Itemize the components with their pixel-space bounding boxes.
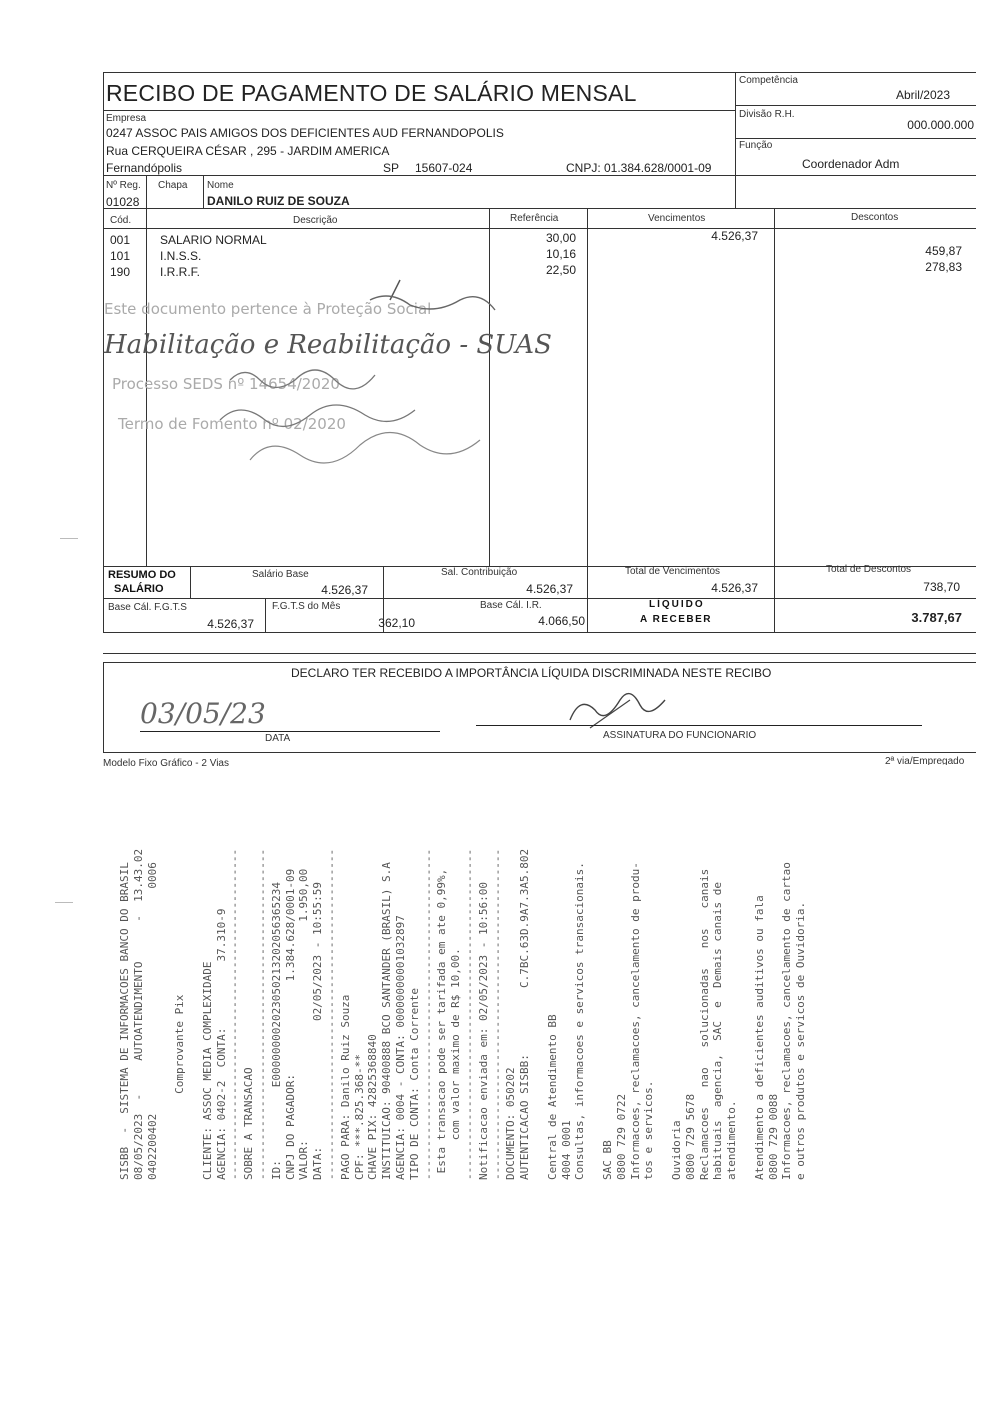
nreg-value: 01028 bbox=[106, 195, 140, 209]
bank-receipt-line: DOCUMENTO: 050202 bbox=[504, 1067, 518, 1180]
bank-receipt-line: 0800 729 0088 bbox=[766, 1093, 780, 1180]
col-ref: Referência bbox=[510, 213, 559, 224]
funcao-label: Função bbox=[739, 140, 773, 151]
stamp-line: Este documento pertence à Proteção Social bbox=[104, 300, 432, 318]
bank-receipt-line: 08/05/2023 - AUTOATENDIMENTO - 13.43.02 bbox=[131, 848, 145, 1180]
total-venc-value: 4.526,37 bbox=[711, 581, 758, 595]
stamp-line: Termo de Fomento nº 02/2020 bbox=[118, 415, 346, 433]
nome-label: Nome bbox=[207, 180, 234, 191]
bank-receipt-line: Ouvidoria bbox=[670, 1120, 683, 1180]
item-desconto: 459,87 bbox=[925, 244, 962, 258]
base-ir-value: 4.066,50 bbox=[538, 614, 585, 628]
uf: SP bbox=[383, 161, 400, 175]
fgts-mes-label: F.G.T.S do Mês bbox=[272, 601, 341, 612]
resumo-label-1: RESUMO DO bbox=[108, 569, 176, 581]
bank-receipt-line: INSTITUICAO: 90400888 BCO SANTANDER (BRASIL) S.A bbox=[380, 862, 394, 1180]
bank-receipt-line: -------------------------------------------------- bbox=[228, 848, 242, 1180]
item-ref: 30,00 bbox=[545, 231, 576, 245]
salario-base-value: 4.526,37 bbox=[321, 583, 368, 597]
declaration-text: DECLARO TER RECEBIDO A IMPORTÂNCIA LÍQUIDA DISCRIMINADA NESTE RECIBO bbox=[291, 666, 772, 680]
competencia-value: Abril/2023 bbox=[895, 88, 950, 102]
divisao-label: Divisão R.H. bbox=[739, 109, 795, 120]
item-cod: 101 bbox=[110, 249, 131, 263]
bank-receipt-line: AUTENTICACAO SISBB: C.7BC.63D.9A7.3A5.802 bbox=[518, 848, 532, 1180]
sal-contrib-value: 4.526,37 bbox=[526, 582, 573, 596]
receipt-title: RECIBO DE PAGAMENTO DE SALÁRIO MENSAL bbox=[106, 80, 637, 106]
base-fgts-value: 4.526,37 bbox=[207, 617, 254, 631]
fgts-mes-value: 362,10 bbox=[378, 616, 415, 630]
bank-receipt-line: Informacoes, reclamacoes, cancelamento de produ- bbox=[628, 862, 642, 1180]
scan-mark bbox=[60, 538, 78, 539]
resumo-label-2: SALÁRIO bbox=[114, 583, 164, 595]
empresa-name: 0247 ASSOC PAIS AMIGOS DOS DEFICIENTES AUD FERNANDOPOLIS bbox=[106, 126, 504, 140]
bank-receipt-line: -------------------------------------------------- bbox=[421, 848, 435, 1180]
bank-receipt-line: ID: E000000002023050213202056365234 bbox=[269, 881, 283, 1180]
bank-receipt-line: CHAVE PIX: 42825368840 bbox=[366, 1034, 380, 1180]
bank-receipt-line: -------------------------------------------------- bbox=[463, 848, 476, 1180]
handwriting-scribble bbox=[210, 270, 520, 480]
bank-receipt-line: AGENCIA: 0004 - CONTA: 00000000001032897 bbox=[394, 915, 407, 1180]
cidade: Fernandópolis bbox=[106, 161, 183, 175]
bank-receipt-line: -------------------------------------------------- bbox=[256, 848, 269, 1180]
item-desc: I.N.S.S. bbox=[160, 249, 202, 263]
bank-receipt-line: AGENCIA: 0402-2 CONTA: 37.310-9 bbox=[214, 908, 228, 1180]
bank-receipt-line: Reclamacoes nao solucionadas nos canais bbox=[697, 868, 711, 1180]
col-descontos: Descontos bbox=[851, 212, 899, 223]
bank-receipt-line: -------------------------------------------------- bbox=[325, 848, 338, 1180]
col-desc: Descrição bbox=[293, 215, 338, 226]
date-handwritten: 03/05/23 bbox=[140, 697, 266, 730]
base-fgts-label: Base Cál. F.G.T.S bbox=[108, 602, 187, 613]
liquido-label-1: LÍQUIDO bbox=[649, 599, 705, 610]
funcao-value: Coordenador Adm bbox=[802, 157, 900, 171]
divisao-value: 000.000.000 bbox=[907, 118, 974, 132]
bank-receipt-line: Comprovante Pix bbox=[173, 994, 187, 1180]
bank-receipt-line: 0402200402 0006 bbox=[145, 862, 159, 1180]
bank-receipt-line: Notificacao enviada em: 02/05/2023 - 10:56:00 bbox=[476, 881, 490, 1180]
total-venc-label: Total de Vencimentos bbox=[625, 566, 721, 577]
modelo-text: Modelo Fixo Gráfico - 2 Vias bbox=[103, 758, 229, 767]
bank-receipt-line: 4004 0001 bbox=[559, 1120, 573, 1180]
liquido-label-2: A RECEBER bbox=[640, 614, 713, 625]
item-desc: I.R.R.F. bbox=[160, 265, 201, 279]
nome-value: DANILO RUIZ DE SOUZA bbox=[207, 194, 350, 208]
empresa-label: Empresa bbox=[106, 113, 147, 124]
bank-receipt-line: Consultas, informacoes e servicos transacionais. bbox=[573, 862, 587, 1180]
bank-receipt-line: CLIENTE: ASSOC MEDIA COMPLEXIDADE bbox=[200, 961, 214, 1180]
empresa-address: Rua CERQUEIRA CÉSAR , 295 - JARDIM AMERICA bbox=[106, 144, 390, 158]
item-desc: SALARIO NORMAL bbox=[160, 233, 267, 247]
bank-receipt-line: Esta transacao pode ser tarifada em ate 0,99%, bbox=[435, 868, 449, 1180]
bank-receipt-line: VALOR: 1.950,00 bbox=[297, 868, 311, 1180]
bank-receipt-line: DATA: 02/05/2023 - 10:55:59 bbox=[311, 881, 325, 1180]
salario-base-label: Salário Base bbox=[252, 569, 309, 580]
col-venc: Vencimentos bbox=[648, 213, 706, 224]
competencia-label: Competência bbox=[739, 75, 798, 86]
via-text: 2ª via/Empregado bbox=[885, 756, 965, 765]
bank-receipt-line: 0800 729 5678 bbox=[683, 1093, 697, 1180]
bank-receipt-line: SAC BB bbox=[601, 1140, 614, 1180]
col-cod: Cód. bbox=[110, 215, 132, 226]
stamp-line: Processo SEDS nº 14654/2020 bbox=[112, 375, 340, 393]
bank-receipt-line: e outros produtos e servicos de Ouvidoria. bbox=[794, 901, 808, 1180]
total-desc-value: 738,70 bbox=[923, 580, 960, 594]
total-desc-label: Total de Descontos bbox=[826, 564, 912, 575]
bank-receipt-line: 0800 729 0722 bbox=[614, 1093, 628, 1180]
item-ref: 10,16 bbox=[545, 247, 576, 261]
item-cod: 190 bbox=[110, 265, 131, 279]
bank-receipt-line: PAGO PARA: Danilo Ruiz Souza bbox=[338, 994, 352, 1180]
signature bbox=[560, 690, 680, 735]
stamp-handwritten-line: Habilitação e Reabilitação - SUAS bbox=[104, 330, 552, 360]
cnpj: CNPJ: 01.384.628/0001-09 bbox=[566, 161, 712, 175]
item-ref: 22,50 bbox=[545, 263, 576, 277]
bank-receipt-line: Atendimento a deficientes auditivos ou fala bbox=[752, 895, 766, 1180]
nreg-label: Nº Reg. bbox=[106, 180, 141, 191]
date-label: DATA bbox=[265, 733, 291, 744]
bank-receipt-line: com valor maximo de R$ 10,00. bbox=[449, 948, 463, 1180]
liquido-value: 3.787,67 bbox=[911, 610, 962, 625]
bank-receipt-line: tos e servicos. bbox=[642, 1080, 656, 1180]
bank-receipt-line: TIPO DE CONTA: Conta Corrente bbox=[407, 987, 421, 1180]
sal-contrib-label: Sal. Contribuição bbox=[441, 567, 518, 578]
bank-receipt-line: SOBRE A TRANSACAO bbox=[242, 1067, 256, 1180]
bank-receipt-line: CPF: ***.825.368-** bbox=[352, 1054, 366, 1180]
item-desconto: 278,83 bbox=[925, 260, 962, 274]
assinatura-label: ASSINATURA DO FUNCIONARIO bbox=[603, 730, 757, 741]
bank-receipt-line: Informacoes, reclamacoes, cancelamento de cartao bbox=[780, 862, 794, 1180]
scan-mark bbox=[55, 902, 73, 903]
base-ir-label: Base Cál. I.R. bbox=[480, 600, 542, 611]
bank-receipt-line: Central de Atendimento BB bbox=[545, 1014, 559, 1180]
bank-receipt-line: habituais agencia, SAC e Demais canais de bbox=[711, 881, 725, 1180]
bank-receipt-line: -------------------------------------------------- bbox=[490, 848, 504, 1180]
item-cod: 001 bbox=[110, 233, 131, 247]
item-venc: 4.526,37 bbox=[711, 229, 758, 243]
cep: 15607-024 bbox=[415, 161, 473, 175]
chapa-label: Chapa bbox=[158, 180, 188, 191]
bank-receipt-line: CNPJ DO PAGADOR: 1.384.628/0001-09 bbox=[283, 868, 297, 1180]
bank-receipt-line: atendimento. bbox=[725, 1100, 739, 1180]
bank-receipt-line: SISBB - SISTEMA DE INFORMACOES BANCO DO BRASIL bbox=[118, 862, 131, 1180]
